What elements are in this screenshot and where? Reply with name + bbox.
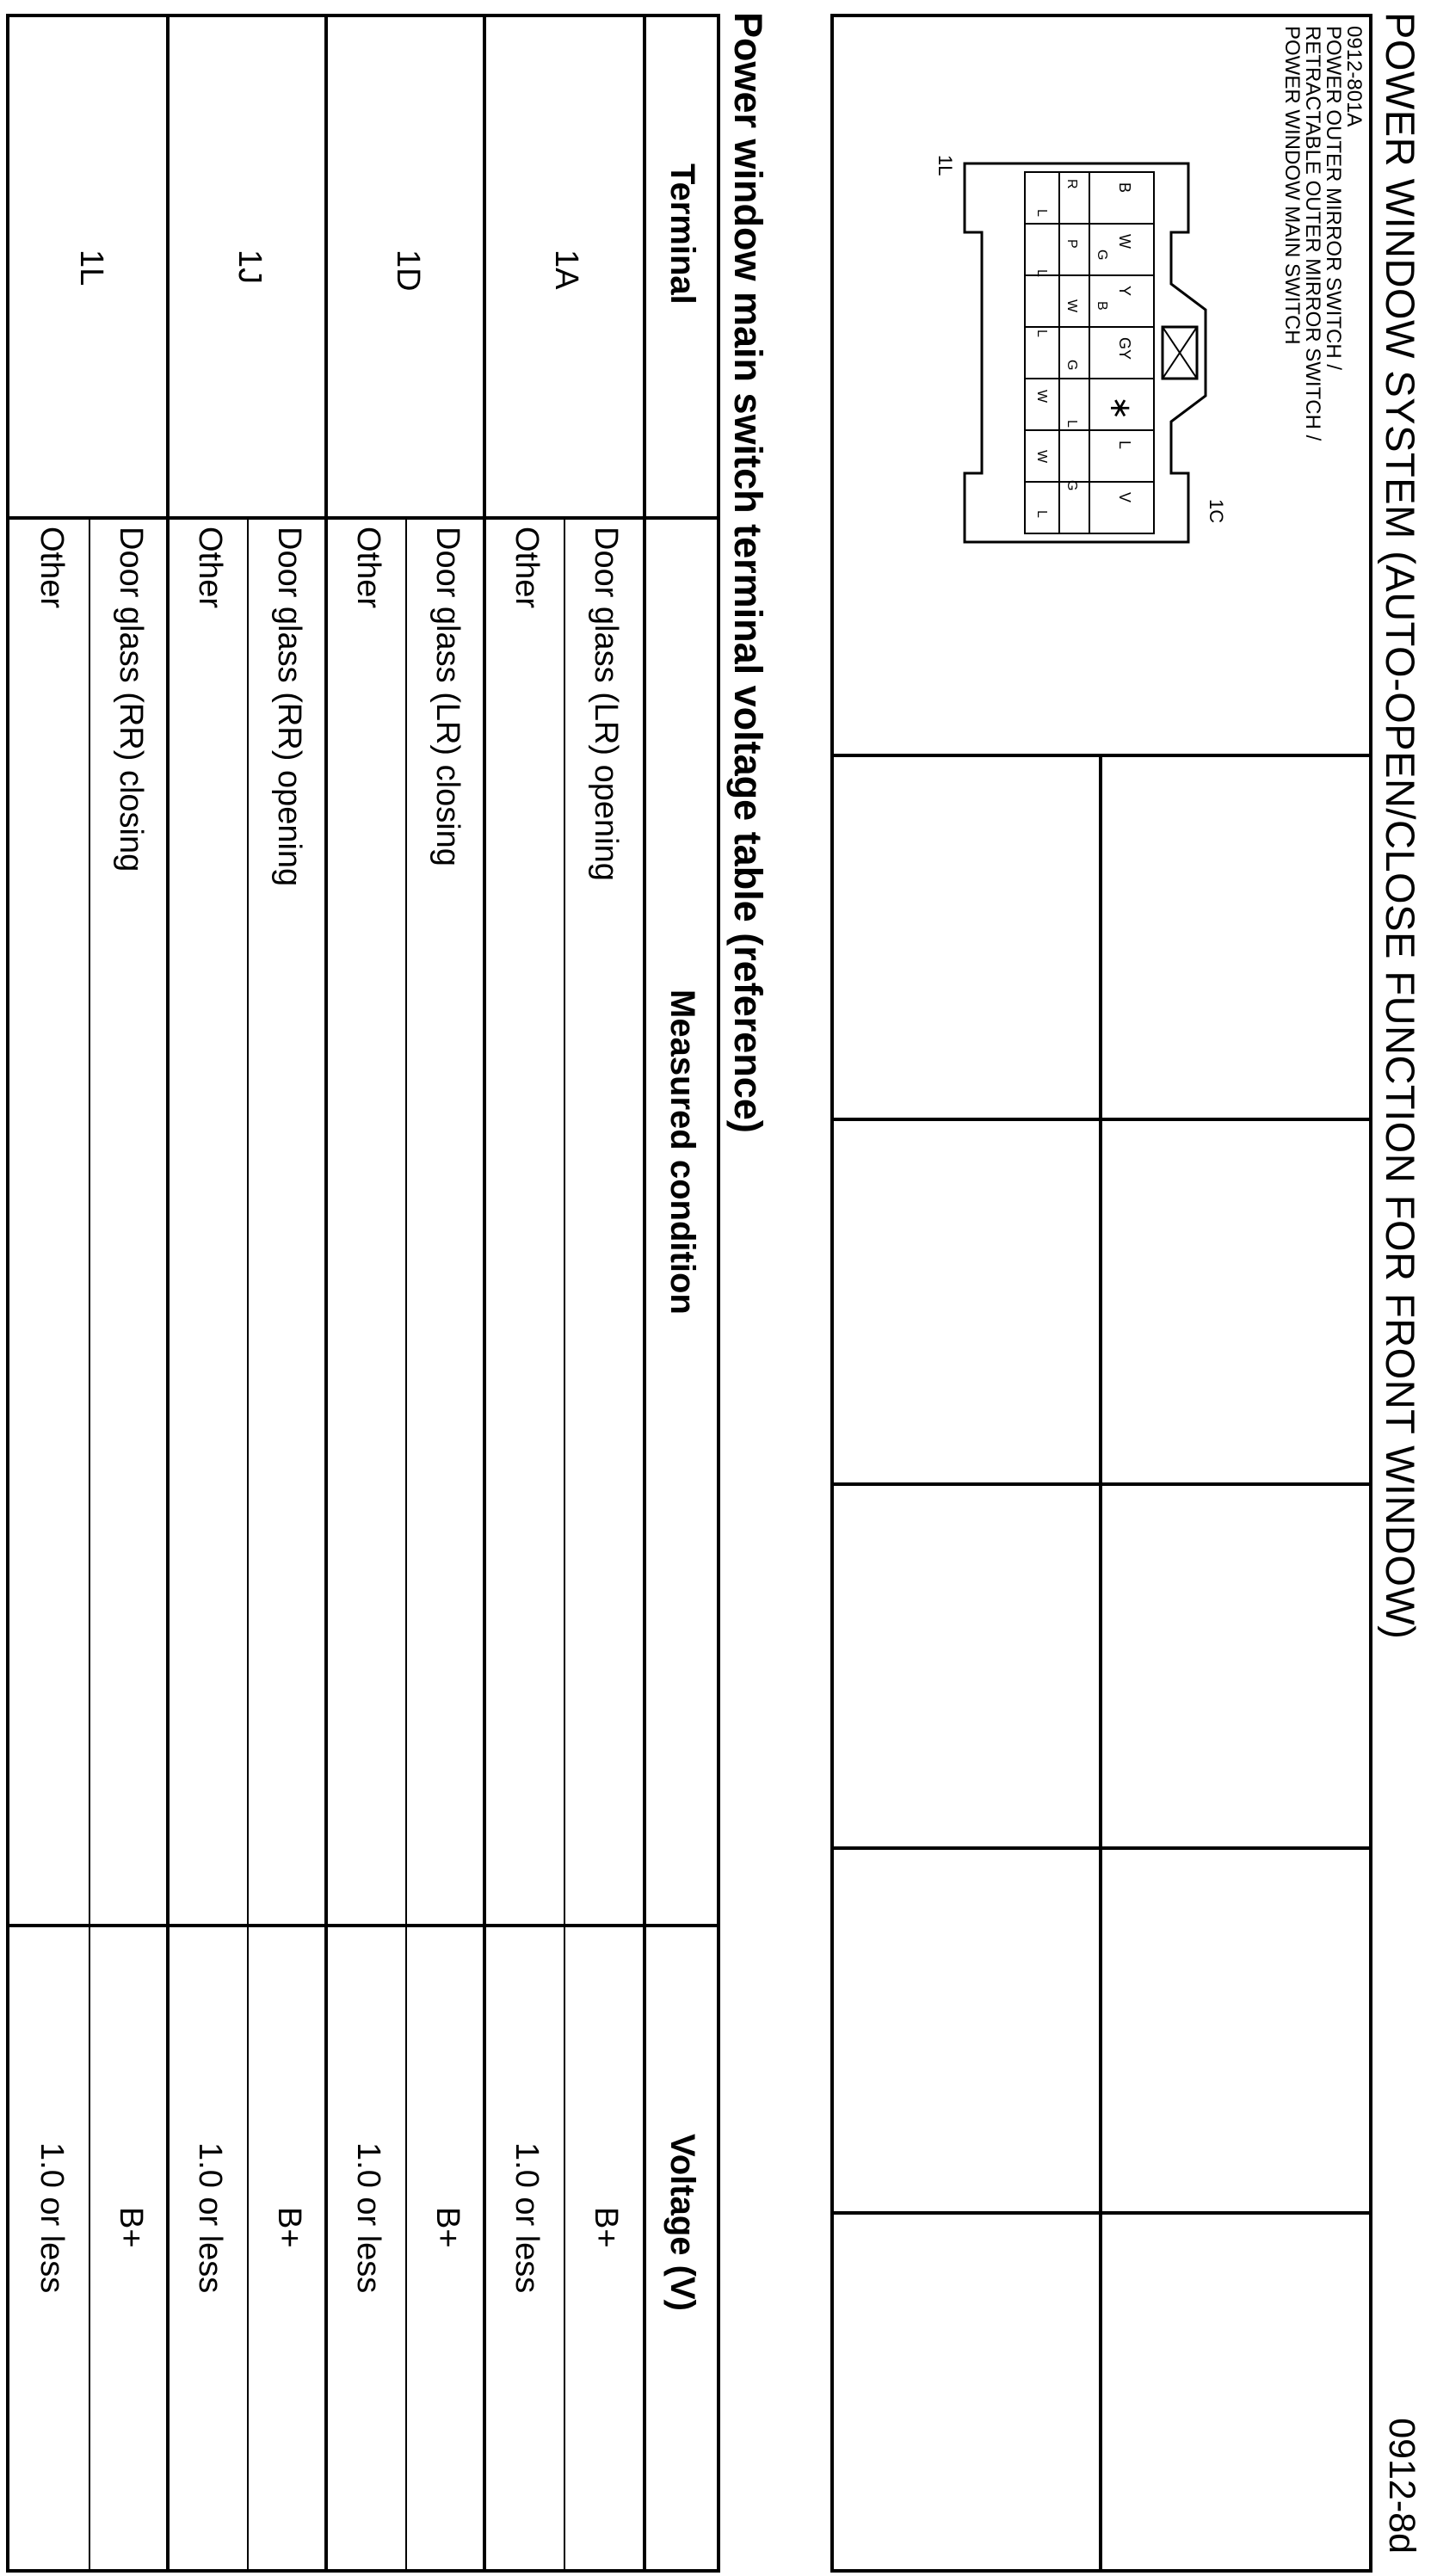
connector-pin-bottom-label: G: [1064, 480, 1079, 491]
subrow-divider: [247, 516, 249, 2569]
connector-pin-bottom-label: L: [1034, 510, 1049, 518]
connector-pin-sublabel: G: [1095, 250, 1109, 261]
voltage-cell: B+: [588, 2207, 624, 2248]
grid-divider: [834, 1118, 1369, 1121]
header-condition: Measured condition: [663, 989, 701, 1315]
connector-pin-bottom-label: W: [1064, 299, 1079, 313]
condition-cell: Other: [509, 527, 545, 609]
connector-pin-bottom-label: L: [1034, 209, 1049, 217]
condition-cell: Other: [350, 527, 386, 609]
connector-pin-label: V: [1116, 492, 1133, 503]
grid-divider: [834, 754, 1369, 757]
header-voltage: Voltage (V): [663, 2134, 701, 2311]
subrow-divider: [89, 516, 90, 2569]
connector-pin-bottom-label: W: [1034, 390, 1049, 404]
grid-divider: [834, 2211, 1369, 2215]
condition-cell: Door glass (LR) closing: [429, 527, 466, 866]
connector-pin-label: L: [1116, 441, 1133, 450]
table-title: Power window main switch terminal voltage table (reference): [726, 12, 770, 1133]
subrow-divider: [564, 516, 565, 2569]
voltage-cell: B+: [113, 2207, 149, 2248]
header-terminal: Terminal: [663, 163, 701, 305]
condition-cell: Door glass (RR) opening: [271, 527, 307, 887]
subrow-divider: [405, 516, 407, 2569]
connector-pin-label: Y: [1116, 286, 1133, 297]
voltage-cell: 1.0 or less: [34, 2142, 70, 2294]
condition-cell: Door glass (LR) opening: [588, 527, 624, 881]
row-divider: [324, 17, 328, 2569]
connector-label-right: 1C: [1206, 499, 1227, 524]
voltage-table: [6, 14, 720, 2573]
connector-label-left: 1L: [934, 155, 956, 176]
voltage-cell: 1.0 or less: [509, 2142, 545, 2294]
connector-pin-bottom-label: R: [1064, 179, 1079, 189]
connector-name-1: POWER OUTER MIRROR SWITCH /: [1322, 26, 1345, 370]
page-title: POWER WINDOW SYSTEM (AUTO-OPEN/CLOSE FUNCTION FOR FRONT WINDOW): [1378, 12, 1423, 1640]
connector-housing: [965, 163, 1206, 542]
connector-grid: [830, 14, 1372, 2573]
row-divider: [483, 17, 486, 2569]
terminal-cell: 1L: [73, 250, 109, 287]
row-divider: [166, 17, 170, 2569]
connector-pin-sublabel: B: [1095, 301, 1109, 311]
page-code: 0912-8d: [1381, 2418, 1422, 2554]
condition-cell: Other: [192, 527, 228, 609]
table-divider: [9, 1924, 717, 1927]
connector-pin-bottom-label: L: [1064, 420, 1079, 428]
grid-divider: [1099, 754, 1102, 2569]
connector-diagram: [934, 138, 1227, 568]
condition-cell: Door glass (RR) closing: [113, 527, 149, 872]
connector-pin-bottom-label: G: [1064, 360, 1079, 371]
connector-code: 0912-801A: [1342, 26, 1366, 127]
connector-pin-bottom-label: W: [1034, 450, 1049, 464]
connector-pin-bottom-label: P: [1064, 239, 1079, 249]
condition-cell: Other: [34, 527, 70, 609]
connector-pin-label: B: [1116, 182, 1133, 194]
connector-name-3: POWER WINDOW MAIN SWITCH: [1280, 26, 1304, 345]
voltage-cell: B+: [271, 2207, 307, 2248]
connector-pin-bottom-label: L: [1034, 269, 1049, 277]
connector-pin-label: GY: [1116, 337, 1133, 361]
terminal-cell: 1J: [231, 250, 268, 285]
voltage-cell: 1.0 or less: [350, 2142, 386, 2294]
connector-pin-bottom-label: L: [1034, 330, 1049, 337]
terminal-cell: 1A: [548, 250, 584, 290]
connector-description: [1281, 26, 1364, 441]
table-divider: [9, 516, 717, 520]
voltage-cell: B+: [429, 2207, 466, 2248]
grid-divider: [834, 1482, 1369, 1486]
connector-star: ∗: [1104, 396, 1137, 421]
voltage-cell: 1.0 or less: [192, 2142, 228, 2294]
terminal-cell: 1D: [390, 250, 426, 292]
grid-divider: [834, 1846, 1369, 1850]
connector-name-2: RETRACTABLE OUTER MIRROR SWITCH /: [1301, 26, 1324, 441]
table-divider: [643, 17, 646, 2569]
connector-pin-label: W: [1116, 234, 1133, 249]
